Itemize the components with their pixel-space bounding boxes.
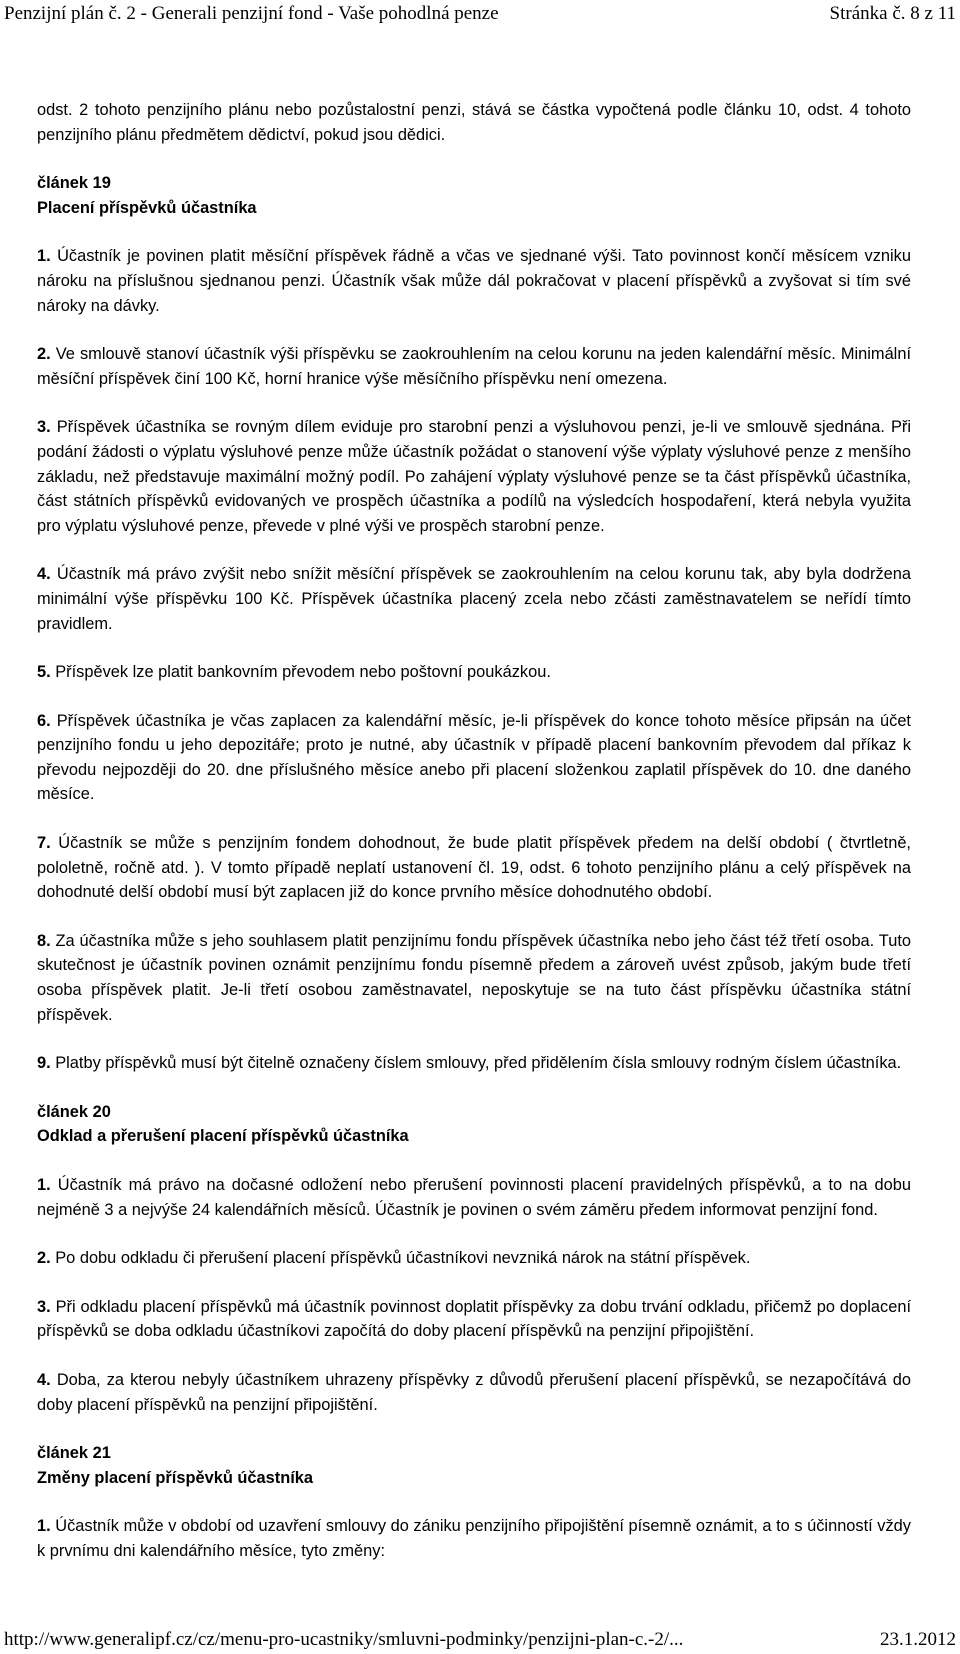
intro-paragraph: odst. 2 tohoto penzijního plánu nebo pozůstalostní penzi, stává se částka vypočtená podle článku 10, odst. 4 tohoto penzijního plánu předmětem dědictví, pokud jsou dědici. [37,101,911,144]
paragraph-number: 8. [37,931,51,950]
article-paragraph [37,1246,911,1271]
document-title: Penzijní plán č. 2 - Generali penzijní fond - Vaše pohodlná penze [4,3,499,24]
paragraph-number: 3. [37,1297,51,1316]
article-title: Placení příspěvků účastníka [37,198,257,217]
paragraph-text: Příspěvek lze platit bankovním převodem nebo poštovní poukázkou. [50,663,551,682]
article-heading [37,1100,911,1149]
paragraph-text: Ve smlouvě stanoví účastník výši příspěvku se zaokrouhlením na celou korunu na jeden kalendářní měsíc. Minimální měsíční příspěvek činí 100 Kč, horní hranice výše měsíčního příspěvku není omezena. [37,345,911,388]
article-heading [37,171,911,220]
article-paragraph [37,1295,911,1344]
paragraph-number: 9. [37,1054,51,1073]
paragraph-text: Účastník se může s penzijním fondem dohodnout, že bude platit příspěvek předem na delší období ( čtvrtletně, pololetně, ročně atd. ). V tomto případě neplatí ustanovení čl. 19, odst. 6 tohoto penzijního plánu a celý příspěvek na dohodnuté delší období musí být zaplacen již do konce prvního měsíce dohodnutého období. [37,834,911,902]
paragraph-text: Účastník je povinen platit měsíční příspěvek řádně a včas ve sjednané výši. Tato povinnost končí měsícem vzniku nároku na příslušnou sjednanou penzi. Účastník však může dál pokračovat v placení příspěvků a zvyšovat si tím své nároky na dávky. [37,247,911,315]
article-number: článek 19 [37,174,111,193]
article-paragraph [37,342,911,391]
article-title: Odklad a přerušení placení příspěvků účastníka [37,1127,409,1146]
article-paragraph [37,1514,911,1563]
article-title: Změny placení příspěvků účastníka [37,1468,314,1487]
document-body [37,98,911,1588]
paragraph-text: Za účastníka může s jeho souhlasem platit penzijnímu fondu příspěvek účastníka nebo jeho část též třetí osoba. Tuto skutečnost je účastník povinen oznámit penzijnímu fondu písemně předem a zároveň uvést způsob, jakým bude třetí osoba příspěvek platit. Je-li třetí osobou zaměstnavatel, neposkytuje se na tuto část příspěvku účastníka státní příspěvek. [37,931,911,1024]
paragraph-number: 1. [37,247,51,266]
paragraph-number: 3. [37,418,51,437]
paragraph-number: 4. [37,1370,51,1389]
paragraph-number: 1. [37,1176,51,1194]
footer-url[interactable]: http://www.generalipf.cz/cz/menu-pro-ucastniky/smluvni-podminky/penzijni-plan-c.-2/... [4,1629,684,1650]
paragraph-text: Doba, za kterou nebyly účastníkem uhrazeny příspěvky z důvodů přerušení placení příspěvků, se nezapočítává do doby placení příspěvků na penzijní připojištění. [37,1370,911,1414]
article-number: článek 21 [37,1444,111,1463]
paragraph-text: Po dobu odkladu či přerušení placení příspěvků účastníkovi nevzniká nárok na státní příspěvek. [50,1249,751,1268]
article-heading [37,1441,911,1490]
article-paragraph [37,660,911,685]
paragraph-text: Příspěvek účastníka se rovným dílem eviduje pro starobní penzi a výsluhovou penzi, je-li ve smlouvě sjednána. Při podání žádosti o výplatu výsluhové penze může účastník požádat o stanovení výše výplaty výsluhové penze z menšího základu, než představuje maximální možný podíl. Po zahájení výplaty výsluhové penze se ta část příspěvků účastníka, část státních příspěvků evidovaných ve prospěch účastníka a podílů na výsledcích hospodaření, která nebyla využita pro výplatu výsluhové penze, převede v plné výši ve prospěch starobní penze. [37,418,911,535]
page-header [4,1,956,27]
paragraph-text: Platby příspěvků musí být čitelně označeny číslem smlouvy, před přidělením čísla smlouvy rodným číslem účastníka. [50,1054,902,1073]
article-paragraph [37,1173,911,1222]
paragraph-number: 2. [37,345,51,364]
paragraph-number: 4. [37,565,51,584]
article-paragraph [37,415,911,538]
article-paragraph [37,1368,911,1417]
paragraph-text: Účastník má právo na dočasné odložení nebo přerušení povinnosti placení pravidelných příspěvků, a to na dobu nejméně 3 a nejvýše 24 kalendářních měsíců. Účastník je povinen o svém záměru předem informovat penzijní fond. [37,1176,911,1219]
paragraph-text: Účastník má právo zvýšit nebo snížit měsíční příspěvek se zaokrouhlením na celou korunu tak, aby byla dodržena minimální výše příspěvku 100 Kč. Příspěvek účastníka placený zcela nebo zčásti zaměstnavatelem se neřídí tímto pravidlem. [37,565,911,633]
paragraph-number: 6. [37,711,51,730]
article-number: článek 20 [37,1102,111,1121]
article-paragraph [37,831,911,905]
paragraph-number: 2. [37,1249,51,1268]
article-paragraph [37,1051,911,1076]
paragraph-text: Při odkladu placení příspěvků má účastník povinnost doplatit příspěvky za dobu trvání odkladu, přičemž po doplacení příspěvků se doba odkladu účastníkovi započítá do doby placení příspěvků na penzijní připojištění. [37,1297,911,1341]
paragraph-number: 7. [37,834,51,853]
page-number: Stránka č. 8 z 11 [829,3,956,24]
article-paragraph [37,244,911,318]
paragraph-text: Účastník může v období od uzavření smlouvy do zániku penzijního připojištění písemně oznámit, a to s účinností vždy k prvnímu dni kalendářního měsíce, tyto změny: [37,1517,911,1560]
article-paragraph [37,562,911,636]
paragraph-number: 5. [37,663,51,682]
article-paragraph [37,929,911,1027]
paragraph-number: 1. [37,1517,51,1536]
footer-date: 23.1.2012 [880,1629,956,1650]
paragraph-text: Příspěvek účastníka je včas zaplacen za kalendářní měsíc, je-li příspěvek do konce tohoto měsíce připsán na účet penzijního fondu u jeho depozitáře; proto je nutné, aby účastník v případě placení bankovním převodem dal příkaz k převodu nejpozději do 20. dne příslušného měsíce anebo při placení složenkou zaplatil příspěvek do 10. dne daného měsíce. [37,711,911,804]
page-footer [4,1627,956,1653]
article-paragraph [37,709,911,807]
